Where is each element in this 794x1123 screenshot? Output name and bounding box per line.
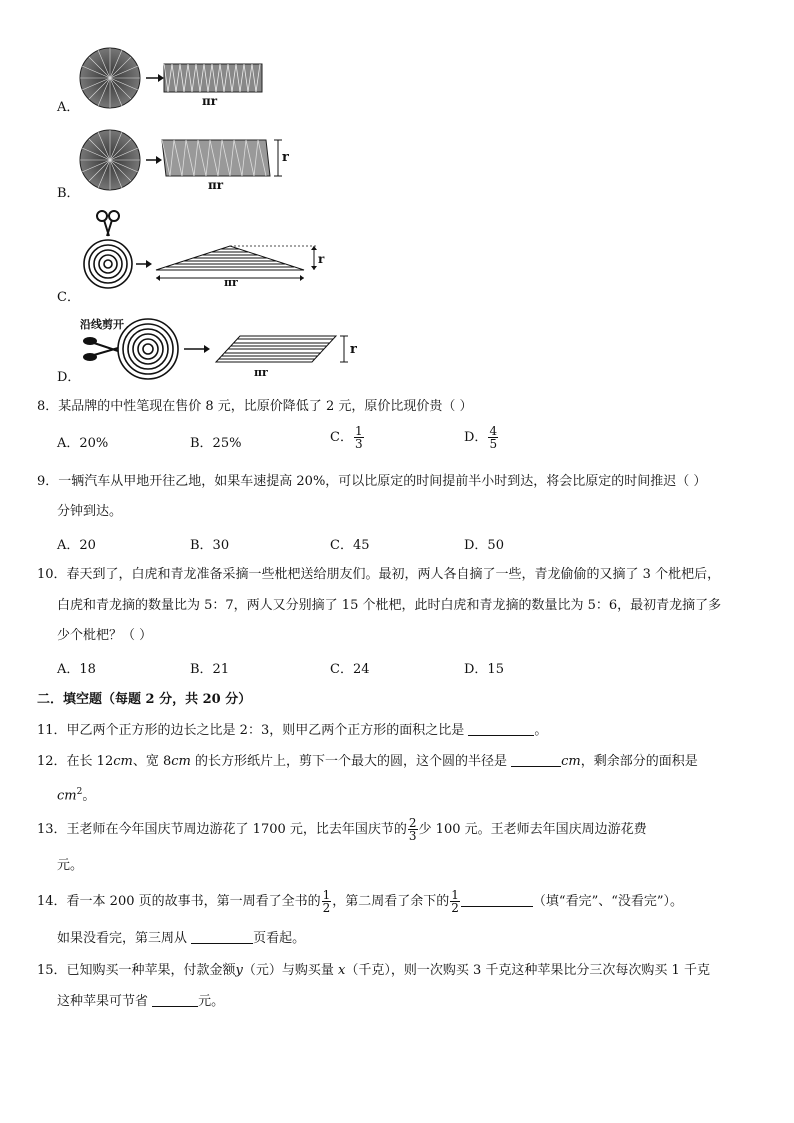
q15-text: （元）与购买量 (242, 963, 339, 978)
figure-b-drawing (78, 126, 308, 198)
figure-a-length-label: πr (202, 94, 218, 108)
q14-text: （填“看完”、“没看完”）。 (532, 894, 684, 909)
question-9-stem-line2: 分钟到达。 (57, 504, 123, 519)
q14-text: 页看起。 (253, 931, 306, 946)
scissors-icon (84, 338, 118, 360)
q11-text-after: 。 (534, 723, 548, 738)
option-a-letter: A． (57, 100, 80, 115)
q8-option-c-prefix: C． (330, 430, 353, 445)
q12-text: 。 (82, 788, 96, 804)
q15-variable-x: x (338, 963, 346, 978)
fraction-numerator: 4 (489, 424, 498, 438)
question-10-stem-line3: 少个枇杷？（ ） (57, 628, 153, 643)
q14-page-blank[interactable] (191, 929, 253, 944)
q14-text: 如果没看完，第三周从 (57, 931, 192, 946)
q11-text-before: 11．甲乙两个正方形的边长之比是 2：3，则甲乙两个正方形的面积之比是 (37, 723, 469, 738)
q12-text: ，剩余部分的面积是 (580, 754, 698, 769)
fraction-denominator: 5 (489, 437, 498, 451)
q15-savings-blank[interactable] (152, 992, 198, 1007)
q12-area-unit-exponent: 2 (76, 787, 83, 797)
q12-area-unit: cm (57, 788, 77, 804)
q12-radius-blank[interactable] (511, 752, 561, 767)
q12-unit: cm (113, 754, 133, 769)
q8-option-d-prefix: D． (464, 430, 488, 445)
figure-b-length-label: πr (208, 178, 224, 192)
q8-option-b[interactable]: B．25% (190, 436, 242, 451)
q15-text: （千克），则一次购买 3 千克这种苹果比分三次每次购买 1 千克 (345, 963, 710, 978)
q15-variable-y: y (235, 963, 243, 978)
q13-text: 13．王老师在今年国庆节周边游花了 1700 元，比去年国庆节的 (37, 822, 407, 837)
figure-d (78, 314, 368, 386)
question-13-line2: 元。 (57, 858, 84, 873)
figure-b (78, 126, 308, 198)
question-10-stem-line2: 白虎和青龙摘的数量比为 5：7，两人又分别摘了 15 个枇杷，此时白虎和青龙摘的数量比为 5：6，最初青龙摘了多 (57, 598, 722, 613)
q12-text: 12．在长 12 (37, 754, 114, 769)
q12-unit: cm (561, 754, 581, 769)
q9-option-d[interactable]: D．50 (464, 538, 504, 553)
q8-option-c[interactable] (330, 425, 365, 450)
figure-c-length-label: πr (224, 276, 238, 289)
fraction-numerator: 1 (354, 424, 363, 438)
question-12-line1 (37, 752, 698, 772)
fraction-numerator: 1 (322, 888, 331, 902)
q12-unit: cm (171, 754, 191, 769)
fraction-numerator: 1 (451, 888, 459, 902)
q8-option-a[interactable]: A．20% (57, 436, 109, 451)
option-b-letter: B． (57, 186, 80, 201)
option-c-letter: C． (57, 290, 80, 305)
scissors-icon (97, 211, 119, 236)
figure-d-length-label: πr (254, 366, 268, 379)
q13-fraction (408, 817, 418, 842)
q15-text: 15．已知购买一种苹果，付款金额 (37, 963, 236, 978)
figure-a (78, 44, 268, 112)
q14-finished-blank[interactable] (461, 892, 533, 907)
q12-text: 的长方形纸片上，剪下一个最大的圆，这个圆的半径是 (190, 754, 512, 769)
q8-option-d-fraction (488, 425, 498, 450)
question-14-line1 (37, 889, 683, 914)
fraction-denominator: 3 (354, 437, 363, 451)
q10-option-b[interactable]: B．21 (190, 662, 230, 677)
q8-option-d[interactable] (464, 425, 499, 450)
figure-b-height-label: r (282, 150, 289, 165)
question-13-line1 (37, 817, 647, 842)
figure-d-cut-label: 沿线剪开 (80, 318, 124, 331)
question-12-line2 (57, 782, 95, 806)
figure-d-height-label: r (350, 342, 357, 357)
question-15-line2 (57, 992, 224, 1012)
fraction-denominator: 2 (451, 901, 459, 915)
q9-option-c[interactable]: C．45 (330, 538, 370, 553)
question-11 (37, 721, 547, 741)
option-d-letter: D． (57, 370, 81, 385)
q12-text: 、宽 8 (132, 754, 172, 769)
q8-option-c-fraction (354, 425, 364, 450)
question-8-stem: 8．某品牌的中性笔现在售价 8 元，比原价降低了 2 元，原价比现价贵（ ） (37, 399, 473, 414)
q13-text: 少 100 元。王老师去年国庆周边游花费 (418, 822, 647, 837)
q14-fraction-1 (322, 889, 332, 914)
q14-fraction-2 (450, 889, 460, 914)
fraction-numerator: 2 (408, 816, 417, 830)
q9-option-b[interactable]: B．30 (190, 538, 230, 553)
question-15-line1 (37, 961, 710, 981)
question-10-stem-line1: 10．春天到了，白虎和青龙准备采摘一些枇杷送给朋友们。最初，两人各自摘了一些，青龙偷偷的又摘了 3 个枇杷后， (37, 567, 721, 582)
q14-text: ，第二周看了余下的 (332, 894, 450, 909)
question-9-stem-line1: 9．一辆汽车从甲地开往乙地，如果车速提高 20%，可以比原定的时间提前半小时到达，将会比原定的时间推迟（ ） (37, 474, 707, 489)
q10-option-a[interactable]: A．18 (57, 662, 96, 677)
fraction-denominator: 3 (408, 829, 417, 843)
q15-text: 元。 (198, 994, 225, 1009)
q15-text: 这种苹果可节省 (57, 994, 153, 1009)
q11-answer-blank[interactable] (468, 721, 534, 736)
q14-text: 14．看一本 200 页的故事书，第一周看了全书的 (37, 894, 321, 909)
q10-option-c[interactable]: C．24 (330, 662, 370, 677)
q9-option-a[interactable]: A．20 (57, 538, 96, 553)
q10-option-d[interactable]: D．15 (464, 662, 504, 677)
section-2-title: 二．填空题（每题 2 分，共 20 分） (37, 692, 252, 707)
figure-c (78, 206, 338, 302)
figure-a-drawing (78, 44, 268, 112)
fraction-denominator: 2 (322, 901, 331, 915)
question-14-line2 (57, 929, 305, 949)
figure-c-height-label: r (318, 252, 325, 266)
figure-c-drawing (78, 206, 338, 302)
